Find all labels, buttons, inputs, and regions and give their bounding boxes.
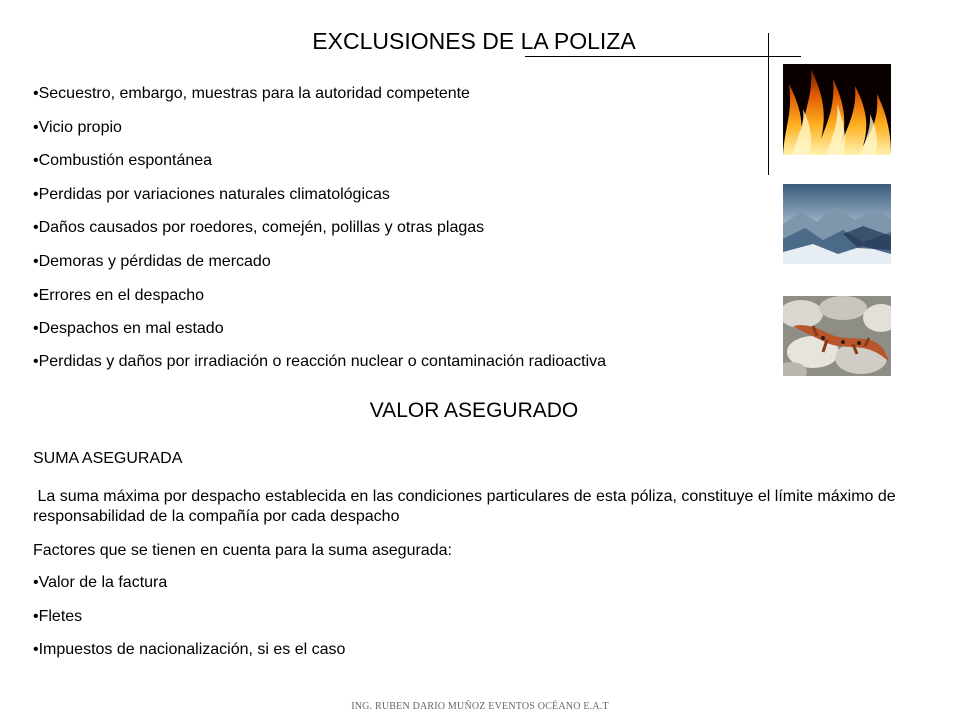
factores-intro: Factores que se tienen en cuenta para la suma asegurada: xyxy=(33,542,452,559)
exclusion-item: •Perdidas por variaciones naturales climatológicas xyxy=(33,186,390,203)
lizard-image xyxy=(783,296,891,376)
suma-heading: SUMA ASEGURADA xyxy=(33,450,183,467)
fire-image xyxy=(783,64,891,155)
exclusion-item: •Demoras y pérdidas de mercado xyxy=(33,253,271,270)
mountains-image xyxy=(783,184,891,264)
factor-item: •Fletes xyxy=(33,608,83,625)
page-title: EXCLUSIONES DE LA POLIZA xyxy=(312,28,636,54)
vertical-divider xyxy=(768,33,769,175)
suma-text: La suma máxima por despacho establecida en las condiciones particulares de esta póliza, constituye el límite máximo de responsabilidad de la compañía por cada despacho xyxy=(33,488,901,525)
exclusion-item: •Despachos en mal estado xyxy=(33,320,224,337)
factor-item: •Valor de la factura xyxy=(33,574,168,591)
factor-item: •Impuestos de nacionalización, si es el caso xyxy=(33,641,346,658)
title-underline xyxy=(525,56,801,57)
exclusion-item: •Perdidas y daños por irradiación o reacción nuclear o contaminación radioactiva xyxy=(33,353,607,370)
exclusion-item: •Vicio propio xyxy=(33,119,122,136)
footer: ING. RUBEN DARIO MUÑOZ EVENTOS OCÉANO E.A.T xyxy=(351,701,609,712)
section-title: VALOR ASEGURADO xyxy=(369,399,579,422)
exclusion-item: •Secuestro, embargo, muestras para la autoridad competente xyxy=(33,85,470,102)
exclusion-item: •Combustión espontánea xyxy=(33,152,213,169)
exclusion-item: •Errores en el despacho xyxy=(33,287,205,304)
exclusion-item: •Daños causados por roedores, comején, polillas y otras plagas xyxy=(33,219,485,236)
